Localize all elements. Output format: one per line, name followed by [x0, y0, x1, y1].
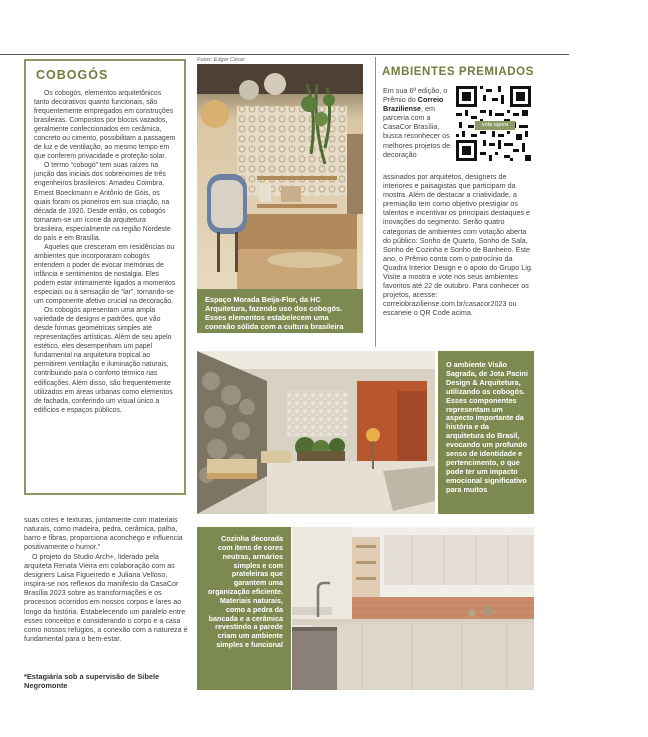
photo-morada-beija-flor [197, 64, 363, 289]
photo3-caption: Cozinha decorada com itens de cores neutras, armários simples e com prateleiras que garantem uma organização eficiente. Materiais naturais, como a pedra da bancada e a cerâmica revestindo a parede criam um ambiente simples e funcional [197, 527, 291, 690]
cobogos-paragraph: Os cobogós, elementos arquitetônicos tanto decorativos quanto funcionais, são frequentemente empregados em construções brasileiras. Compostos por blocos vazados, geralmente confeccionados em cerâmica, concreto ou cimento, possibilitam a passagem de luz e de ventilação, ao mesmo tempo em que conferem privacidade e proteção solar. [34, 90, 176, 161]
body-paragraph: O projeto do Studio Arch+, liderado pela arquiteta Renata Vieira em colaboração com as designers Laisa Figueiredo e Juliana Velloso, inspira-se nos reflexos do manifesto da CasaCor Brasília 2023 sobre as transformações e os processos ocorridos em nossos corpos e lares ao longo da história. Estabelecendo um paralelo entre esses conceitos e considerando o corpo e a casa como nossos refúgios, a conexão com a natureza é fundamental para o bem-estar. [24, 552, 188, 644]
cobogos-title: COBOGÓS [36, 68, 109, 82]
cobogos-paragraph: Aqueles que cresceram em residências ou ambientes que incorporaram cobogós entendem o poder de evocar memórias de infância e sentimentos de nostalgia. Eles podem estar intimamente ligados a momentos especiais ou à sensação de “lar”, tornando-se um componente afetivo crucial na decoração. [34, 243, 176, 306]
author-credit: *Estagiária sob a supervisão de Sibele Negromonte [24, 672, 160, 691]
vote-now-button[interactable]: vote agora [475, 121, 515, 130]
body-paragraph: suas cores e texturas, juntamente com materiais naturais, como madeira, pedra, cerâmica, palha, barro e fibras, proporciona aconchego e influencia positivamente o humor.” [24, 516, 183, 552]
photo-cozinha [292, 527, 534, 690]
top-rule [0, 54, 569, 55]
photo-visao-sagrada [197, 351, 435, 514]
intro-brand: Correio Braziliense [383, 95, 444, 114]
cobogos-paragraph: Os cobogós apresentam uma ampla variedade de designs e padrões, que vão desde formas geométricas simples até representações artísticas. Além de seu apelo estético, eles desempenham um papel fundamental na arquitetura tropical ao permitirem ventilação e iluminação naturais, contribuindo para o conforto térmico nas edificações. Além disso, são frequentemente utilizados em áreas urbanas como elementos de fachada, conferindo um visual único a edifícios e espaços públicos. [34, 307, 173, 414]
cobogos-box [24, 59, 186, 495]
intro-text-end: , em parceria com a CasaCor Brasília, busca reconhecer os melhores projetos de decoração [383, 104, 451, 159]
photo-credit: Fotos: Edgar César [197, 57, 245, 63]
cobogos-text [34, 89, 176, 415]
body-text-continued [24, 516, 188, 644]
column-divider [375, 57, 376, 347]
cobogos-paragraph: O termo “cobogó” tem suas raízes na junção das iniciais dos sobrenomes de três engenheiros brasileiros: Amadeu Coimbra, Ernest Boeckmann e Antônio de Góis, os quais foram os pioneiros em sua criação, na década de 1920. Desde então, os cobogós tornaram-se um ícone da arquitetura brasileira, especialmente na região Nordeste do país e em Brasília. [34, 162, 171, 242]
intro-text: Em sua 6ª edição, o Prêmio do [383, 86, 448, 105]
ambientes-title: AMBIENTES PREMIADOS [382, 66, 534, 78]
ambientes-intro [383, 86, 451, 159]
photo2-caption: O ambiente Visão Sagrada, de Jota Pacini Design & Arquitetura, utilizando os cobogós. Esses componentes representam um aspecto importante da história e da arquitetura do Brasil, evocando um profundo senso de identidade e pertencimento, o que pode ter um impacto emocional significativo para muitos [438, 351, 534, 514]
photo1-caption: Espaço Morada Beija-Flor, da HC Arquitetura, fazendo uso dos cobogós. Esses elementos estabelecem uma conexão sólida com a cultura brasileira [197, 289, 363, 333]
ambientes-body: assinados por arquitetos, designers de interiores e paisagistas que participam da mostra. Além de destacar a criatividade, a premiação tem como objetivo prestigiar os talentos e incentivar os principais destaques e inovações do segmento. Serão quatro categorias de ambientes com votação aberta do público: Sonho de Quarto, Sonho de Sala, Sonho de Cozinha e Sonho de Banheiro. Este ano, o Prêmio conta com o patrocínio da Quadra Interior Design e o apoio do Grupo Lig. Visite a mostra e vote nos seus ambientes favoritos até 22 de outubro. Para conhecer os projetos, acesse: correiobraziliense.com.br/casacor2023 ou escaneie o QR Code acima. [383, 172, 533, 318]
